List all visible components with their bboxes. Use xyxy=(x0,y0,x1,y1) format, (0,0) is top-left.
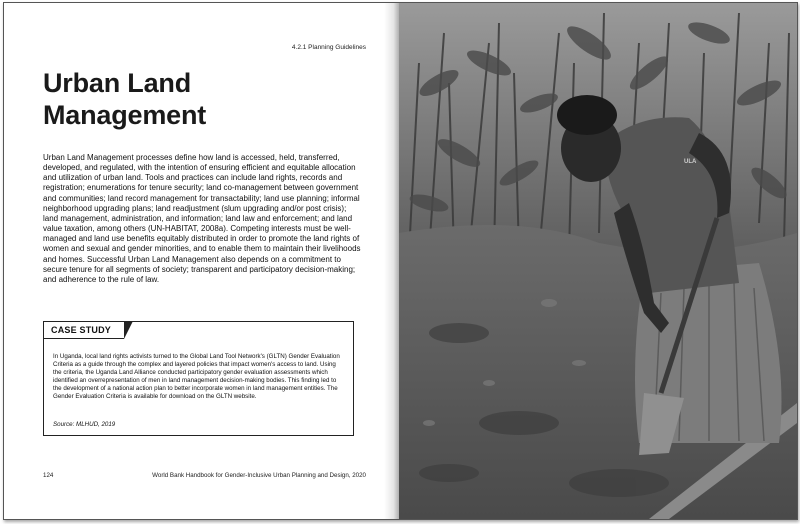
left-page xyxy=(4,3,398,519)
case-study-body: In Uganda, local land rights activists turned to the Global Land Tool Network's (GLTN) Gender Evaluation Criteria as a guide through the complex and layered policies that impact women's access to land. Using the criteria, the Uganda Land Alliance conducted participatory gender evaluation assessments which identified an overrepresentation of men in land management decision-making bodies. This finding led to the development of a national action plan to better incorporate women in land management entities. The Gender Evaluation Criteria is available for download on the GLTN website. xyxy=(53,353,340,400)
photo-page xyxy=(399,3,797,519)
title-line-1: Urban Land xyxy=(43,68,192,98)
book-spread xyxy=(3,2,798,520)
footer-book-title: World Bank Handbook for Gender-Inclusive Urban Planning and Design, 2020 xyxy=(152,472,366,479)
case-study-label: CASE STUDY xyxy=(51,325,112,335)
section-reference: 4.2.1 Planning Guidelines xyxy=(291,44,366,51)
page-gutter-shadow xyxy=(384,3,400,519)
case-study-source: Source: MLHUD, 2019 xyxy=(53,421,116,428)
woman-digging-photo xyxy=(399,3,797,519)
case-study-box xyxy=(43,321,354,436)
page-title xyxy=(43,67,363,131)
title-line-2: Management xyxy=(43,100,207,130)
page-number: 124 xyxy=(43,472,54,479)
case-study-tab xyxy=(43,321,124,339)
shirt-text: ULA xyxy=(684,159,697,165)
intro-paragraph: Urban Land Management processes define how land is accessed, held, transferred, developed, and regulated, with the intention of ensuring efficient and equitable allocation and utilization of urban land. Tools and practices can include land rights, records and registration; enumerations for tenure security; land co-management between government and communities; land record management for transactability; land use planning; informal neighborhood upgrading plans; land readjustment (slum upgrading and/or post crisis); land management, administration, and information; land law and enforcement; and land value taxation, among others (UN-HABITAT, 2008a). Competing interests must be well-managed and land use benefits equitably distributed in order to promote the land rights of women and sexual and gender minorities, and to enable them to maintain their livelihoods and homes. Successful Urban Land Management also depends on a commitment to secure tenure for all segments of society; transparent and participatory decision-making; and adherence to the rule of law. xyxy=(43,153,361,284)
